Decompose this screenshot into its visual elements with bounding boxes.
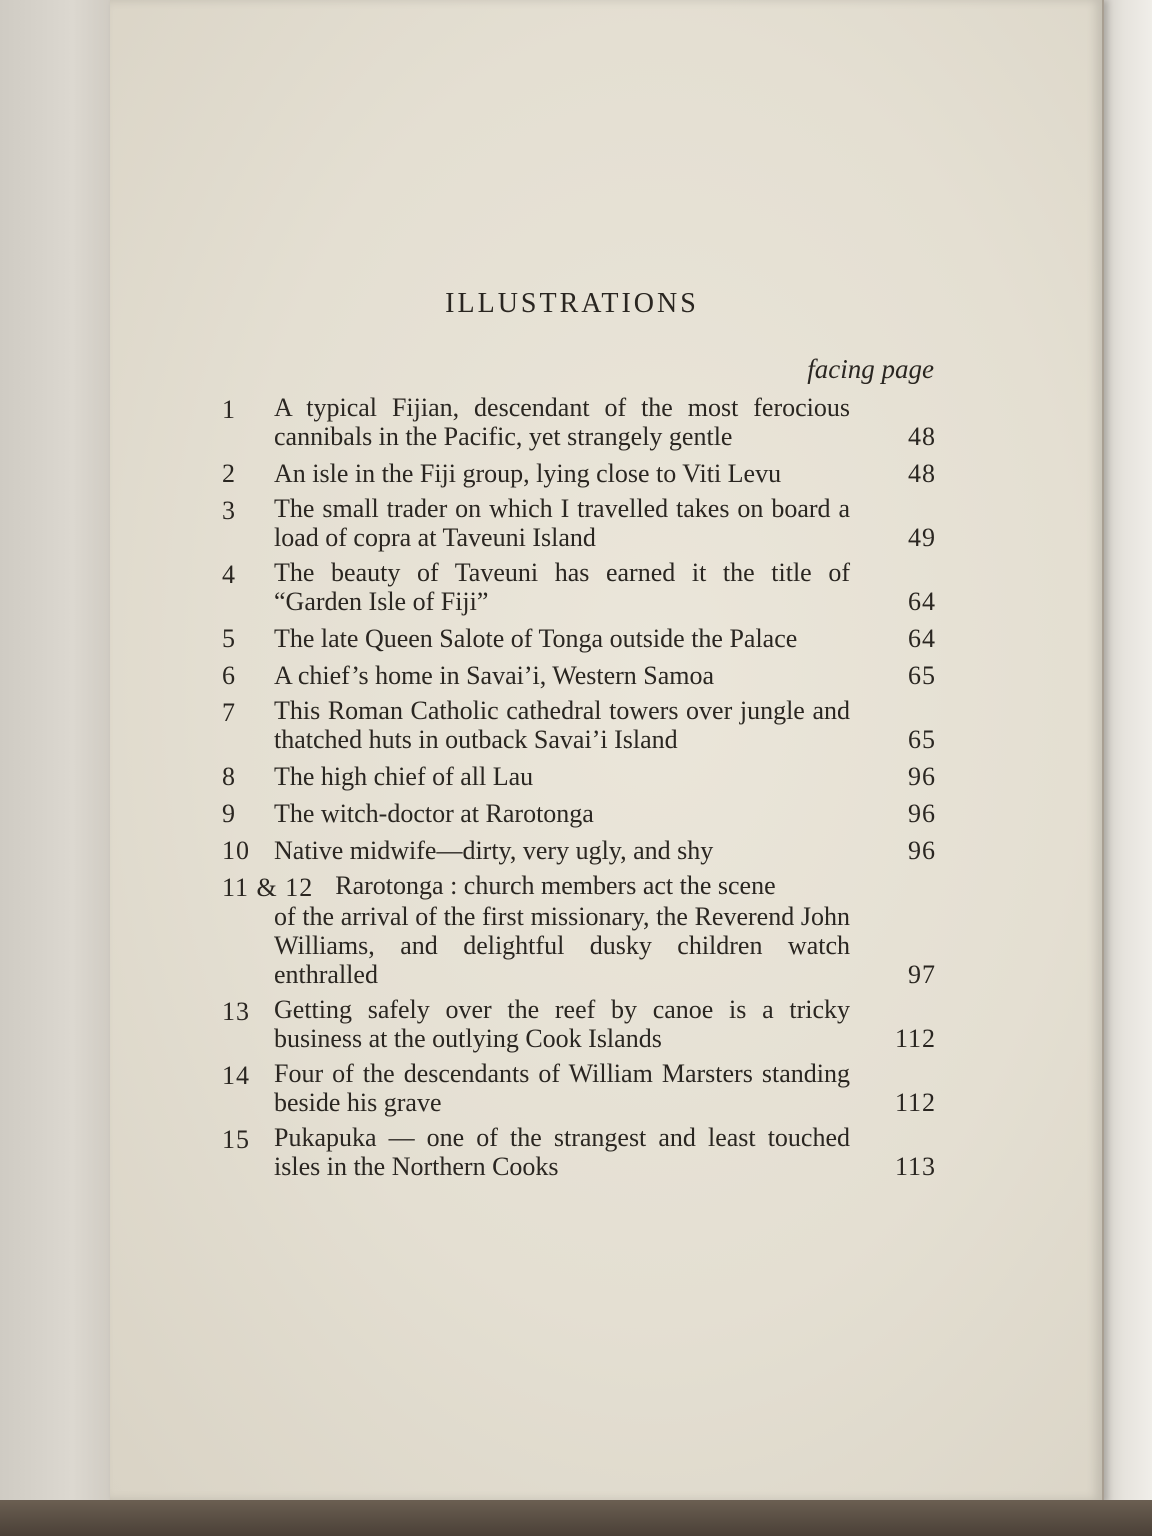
background-edge xyxy=(1096,0,1152,1500)
entry-page: 65 xyxy=(908,725,936,754)
entry-caption: The witch-doctor at Rarotonga xyxy=(274,799,594,828)
entry-caption: Four of the descendants of William Marsters standing beside his grave xyxy=(274,1059,850,1117)
entry-first-line xyxy=(222,871,936,902)
book-binding xyxy=(0,1500,1152,1536)
page-title: ILLUSTRATIONS xyxy=(445,288,699,319)
entry-number: 2 xyxy=(222,459,236,488)
entry-page: 112 xyxy=(894,1024,936,1053)
entry-caption: Native midwife—dirty, very ugly, and shy xyxy=(274,836,714,865)
entry-number: 7 xyxy=(222,698,236,727)
list-item xyxy=(222,1123,936,1181)
entry-continuation xyxy=(222,902,936,989)
entry-number: 5 xyxy=(222,624,236,653)
entry-caption-first: Rarotonga : church members act the scene xyxy=(335,871,776,900)
entry-number: 4 xyxy=(222,560,236,589)
entry-number: 3 xyxy=(222,496,236,525)
entry-page: 112 xyxy=(894,1088,936,1117)
entry-page: 96 xyxy=(908,762,936,791)
list-item xyxy=(222,393,936,451)
entry-caption: A chief’s home in Savai’i, Western Samoa xyxy=(274,661,715,690)
entry-page: 48 xyxy=(908,422,936,451)
facing-page-label: facing page xyxy=(807,354,934,384)
entry-caption: of the arrival of the first missionary, the Reverend John Williams, and delightful dusky children watch enthralled xyxy=(274,902,850,989)
entry-page: 65 xyxy=(908,661,936,690)
list-item xyxy=(222,558,936,616)
entry-caption: A typical Fijian, descendant of the most ferocious cannibals in the Pacific, yet strangely gentle xyxy=(274,393,850,451)
list-item xyxy=(222,622,936,653)
list-item xyxy=(222,659,936,690)
entry-caption: This Roman Catholic cathedral towers over jungle and thatched huts in outback Savai’i Island xyxy=(274,696,850,754)
list-item xyxy=(222,457,936,488)
illustrations-list xyxy=(222,393,936,1187)
entry-caption: Getting safely over the reef by canoe is a tricky business at the outlying Cook Islands xyxy=(274,995,850,1053)
list-item xyxy=(222,834,936,865)
entry-page: 64 xyxy=(908,624,936,653)
entry-caption: Pukapuka — one of the strangest and least touched isles in the Northern Cooks xyxy=(274,1123,850,1181)
entry-page: 97 xyxy=(908,960,936,989)
list-item xyxy=(222,494,936,552)
entry-caption: The small trader on which I travelled takes on board a load of copra at Taveuni Island xyxy=(274,494,850,552)
entry-number: 6 xyxy=(222,661,236,690)
entry-number: 15 xyxy=(222,1125,250,1154)
entry-number: 1 xyxy=(222,395,236,424)
entry-number: 9 xyxy=(222,799,236,828)
entry-number: 8 xyxy=(222,762,236,791)
list-item xyxy=(222,696,936,754)
entry-number: 13 xyxy=(222,997,250,1026)
entry-number: 14 xyxy=(222,1061,250,1090)
list-item xyxy=(222,760,936,791)
entry-page: 96 xyxy=(908,836,936,865)
entry-page: 113 xyxy=(894,1152,936,1181)
entry-page: 96 xyxy=(908,799,936,828)
list-item xyxy=(222,1059,936,1117)
list-item xyxy=(222,995,936,1053)
entry-number: 11 & 12 xyxy=(222,873,314,902)
entry-number: 10 xyxy=(222,836,250,865)
book-page xyxy=(110,0,1104,1503)
page-content xyxy=(110,0,1102,1500)
list-item xyxy=(222,871,936,989)
list-item xyxy=(222,797,936,828)
entry-page: 64 xyxy=(908,587,936,616)
entry-caption: The late Queen Salote of Tonga outside the Palace xyxy=(274,624,798,653)
entry-caption: The high chief of all Lau xyxy=(274,762,534,791)
entry-caption: The beauty of Taveuni has earned it the title of “Garden Isle of Fiji” xyxy=(274,558,850,616)
entry-page: 49 xyxy=(908,523,936,552)
entry-caption: An isle in the Fiji group, lying close to Viti Levu xyxy=(274,459,782,488)
entry-page: 48 xyxy=(908,459,936,488)
